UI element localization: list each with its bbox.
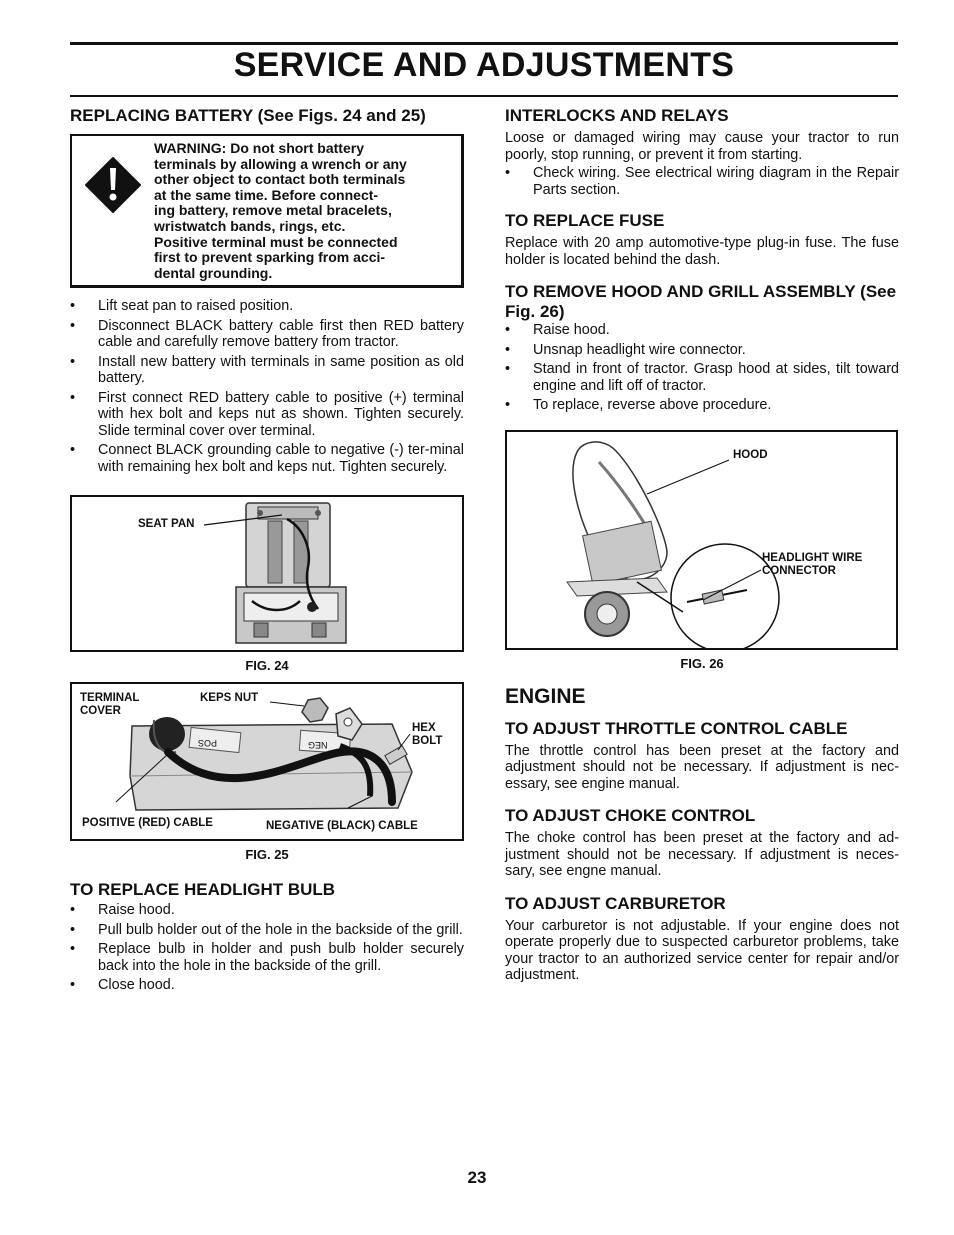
list-item: • Raise hood.	[70, 902, 464, 919]
interlocks-heading: INTERLOCKS AND RELAYS	[505, 106, 729, 125]
warning-box	[70, 134, 464, 288]
warning-line: other object to contact both terminals	[154, 171, 406, 188]
throttle-heading: TO ADJUST THROTTLE CONTROL CABLE	[505, 718, 848, 738]
label-hex-bolt: HEX BOLT	[412, 722, 443, 747]
fig-26-caption: FIG. 26	[680, 655, 724, 671]
label-seat-pan: SEAT PAN	[138, 518, 195, 530]
hood-heading: TO REMOVE HOOD AND GRILL ASSEMBLY (See Fig. 26)	[505, 282, 897, 321]
choke-heading: TO ADJUST CHOKE CONTROL	[505, 806, 756, 825]
fig-25-caption: FIG. 25	[245, 847, 289, 862]
figure-24	[70, 495, 464, 652]
list-item: • First connect RED battery cable to positive (+) terminal with hex bolt and keps nut as shown. Tighten securely. Slide terminal cover over terminal.	[70, 390, 464, 440]
label-negative-cable: NEGATIVE (BLACK) CABLE	[266, 820, 418, 832]
list-item: • Install new battery with terminals in same position as old battery.	[70, 354, 464, 387]
list-item: • Unsnap headlight wire connector.	[505, 342, 899, 359]
throttle-text: The throttle control has been preset at the factory and adjustment should not be necessary. If adjustment is nec-essary, see engine manual.	[505, 742, 899, 792]
warning-text	[154, 141, 444, 281]
list-item: • Replace bulb in holder and push bulb holder securely back into the hole in the backside of the grill.	[70, 941, 464, 974]
left-column	[70, 104, 464, 997]
title-rule	[70, 95, 898, 97]
label-positive-cable: POSITIVE (RED) CABLE	[82, 817, 213, 829]
warning-line: dental grounding.	[154, 264, 273, 281]
hood-removal-illustration	[507, 432, 896, 648]
fuse-heading: TO REPLACE FUSE	[505, 211, 665, 230]
list-item: • Raise hood.	[505, 322, 899, 339]
warning-line: first to prevent sparking from acci-	[154, 249, 386, 266]
list-item: • Stand in front of tractor. Grasp hood at sides, tilt toward engine and lift off of tractor.	[505, 361, 899, 394]
top-rule	[70, 42, 898, 45]
figure-25	[70, 682, 464, 841]
list-item: • Lift seat pan to raised position.	[70, 298, 464, 315]
interlocks-steps	[505, 165, 899, 198]
warning-line: at the same time. Before connect-	[154, 186, 379, 203]
warning-line: terminals by allowing a wrench or any	[154, 155, 407, 172]
battery-compartment-illustration	[72, 497, 462, 650]
page-number: 23	[467, 1168, 487, 1187]
battery-heading: REPLACING BATTERY (See Figs. 24 and 25)	[70, 106, 426, 125]
label-hood: HOOD	[733, 448, 768, 461]
list-item: • Close hood.	[70, 977, 464, 994]
warning-line: Positive terminal must be connected	[154, 233, 398, 250]
fig-24-caption: FIG. 24	[245, 658, 289, 673]
label-pos-mark: POS	[198, 738, 218, 748]
interlocks-text: Loose or damaged wiring may cause your tractor to run poorly, stop running, or prevent it from starting.	[505, 130, 899, 163]
page-title: SERVICE AND ADJUSTMENTS	[233, 46, 735, 84]
label-keps-nut: KEPS NUT	[200, 692, 259, 704]
figure-26	[505, 430, 898, 650]
choke-text: The choke control has been preset at the factory and ad-justment should not be necessary. If adjustment is neces-sary, see engne manual.	[505, 830, 899, 879]
right-column	[505, 104, 899, 988]
headlight-heading: TO REPLACE HEADLIGHT BULB	[70, 880, 336, 899]
label-terminal-cover: TERMINAL COVER	[80, 692, 140, 717]
list-item: • Connect BLACK grounding cable to negative (-) ter-minal with remaining hex bolt and keps nut. Tighten securely.	[70, 442, 464, 475]
battery-steps	[70, 298, 464, 475]
warning-icon	[84, 156, 142, 214]
warning-line: WARNING: Do not short battery	[154, 140, 364, 156]
label-headlight-connector: HEADLIGHT WIRE CONNECTOR	[762, 551, 863, 577]
list-item: • Disconnect BLACK battery cable first then RED battery cable and carefully remove battery from tractor.	[70, 318, 464, 351]
hood-steps	[505, 322, 899, 414]
list-item: • To replace, reverse above procedure.	[505, 397, 899, 414]
carburetor-heading: TO ADJUST CARBURETOR	[505, 893, 726, 913]
warning-line: wristwatch bands, rings, etc.	[154, 217, 346, 234]
list-item: • Check wiring. See electrical wiring diagram in the Repair Parts section.	[505, 165, 899, 198]
list-item: • Pull bulb holder out of the hole in the backside of the grill.	[70, 922, 464, 939]
carburetor-text: Your carburetor is not adjustable. If your engine does not operate properly due to suspected carburetor problems, take your tractor to an authorized service center for repair and/or adjustment.	[505, 917, 899, 983]
fuse-text: Replace with 20 amp automotive-type plug-in fuse. The fuse holder is located behind the dash.	[505, 235, 899, 268]
headlight-steps	[70, 902, 464, 994]
label-neg-mark: NEG	[308, 740, 328, 750]
engine-heading: ENGINE	[505, 684, 586, 708]
warning-line: ing battery, remove metal bracelets,	[154, 202, 392, 219]
